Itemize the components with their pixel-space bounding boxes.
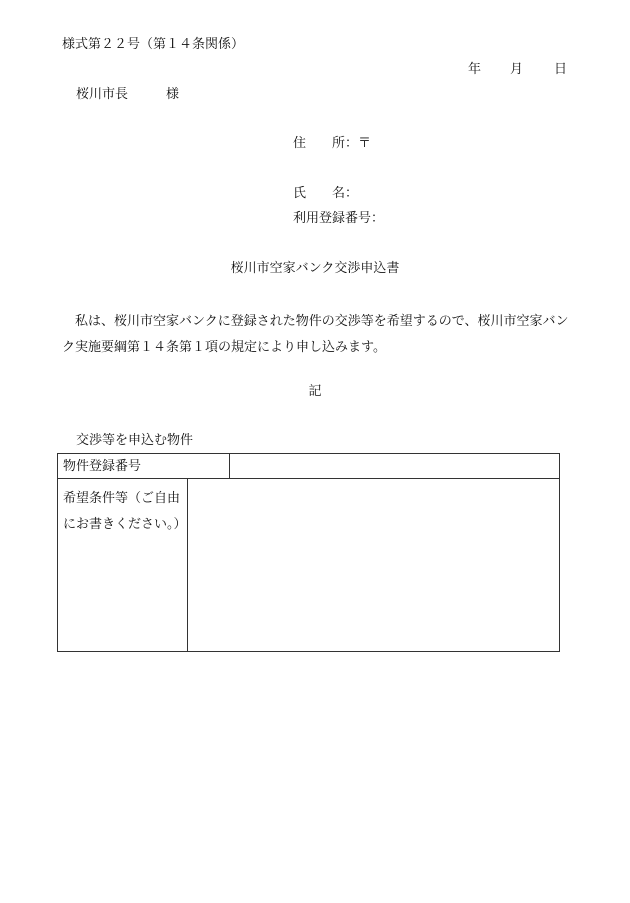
desired-conditions-label: 希望条件等（ご自由にお書きください。）: [63, 491, 187, 532]
body-text: 私は、桜川市空家バンクに登録された物件の交渉等を希望するので、桜川市空家バンク実施要綱第１４条第１項の規定により申し込みます。: [62, 314, 569, 355]
addressee-honorific: 様: [166, 87, 180, 102]
date-year-label: 年: [468, 62, 482, 77]
address-label: 住 所：〒: [293, 136, 372, 151]
registration-number-label: 利用登録番号：: [293, 211, 385, 226]
date-day-label: 日: [554, 62, 568, 77]
property-number-field[interactable]: [230, 454, 559, 478]
name-label: 氏 名：: [293, 186, 359, 201]
property-number-label: 物件登録番号: [63, 459, 142, 474]
ki-heading: 記: [308, 384, 322, 399]
property-table: [57, 453, 560, 652]
date-month-label: 月: [510, 62, 524, 77]
table-row-property-number: [58, 454, 559, 479]
property-number-label-cell: [58, 454, 230, 478]
table-row-desired-conditions: [58, 479, 559, 651]
addressee: [76, 88, 179, 101]
document-title: 桜川市空家バンク交渉申込書: [230, 261, 400, 276]
desired-conditions-field[interactable]: [188, 479, 559, 651]
addressee-name: 桜川市長: [76, 87, 129, 102]
section-heading: 交渉等を申込む物件: [76, 433, 194, 448]
desired-conditions-label-cell: [58, 479, 188, 651]
form-number: 様式第２２号（第１４条関係）: [62, 37, 245, 52]
